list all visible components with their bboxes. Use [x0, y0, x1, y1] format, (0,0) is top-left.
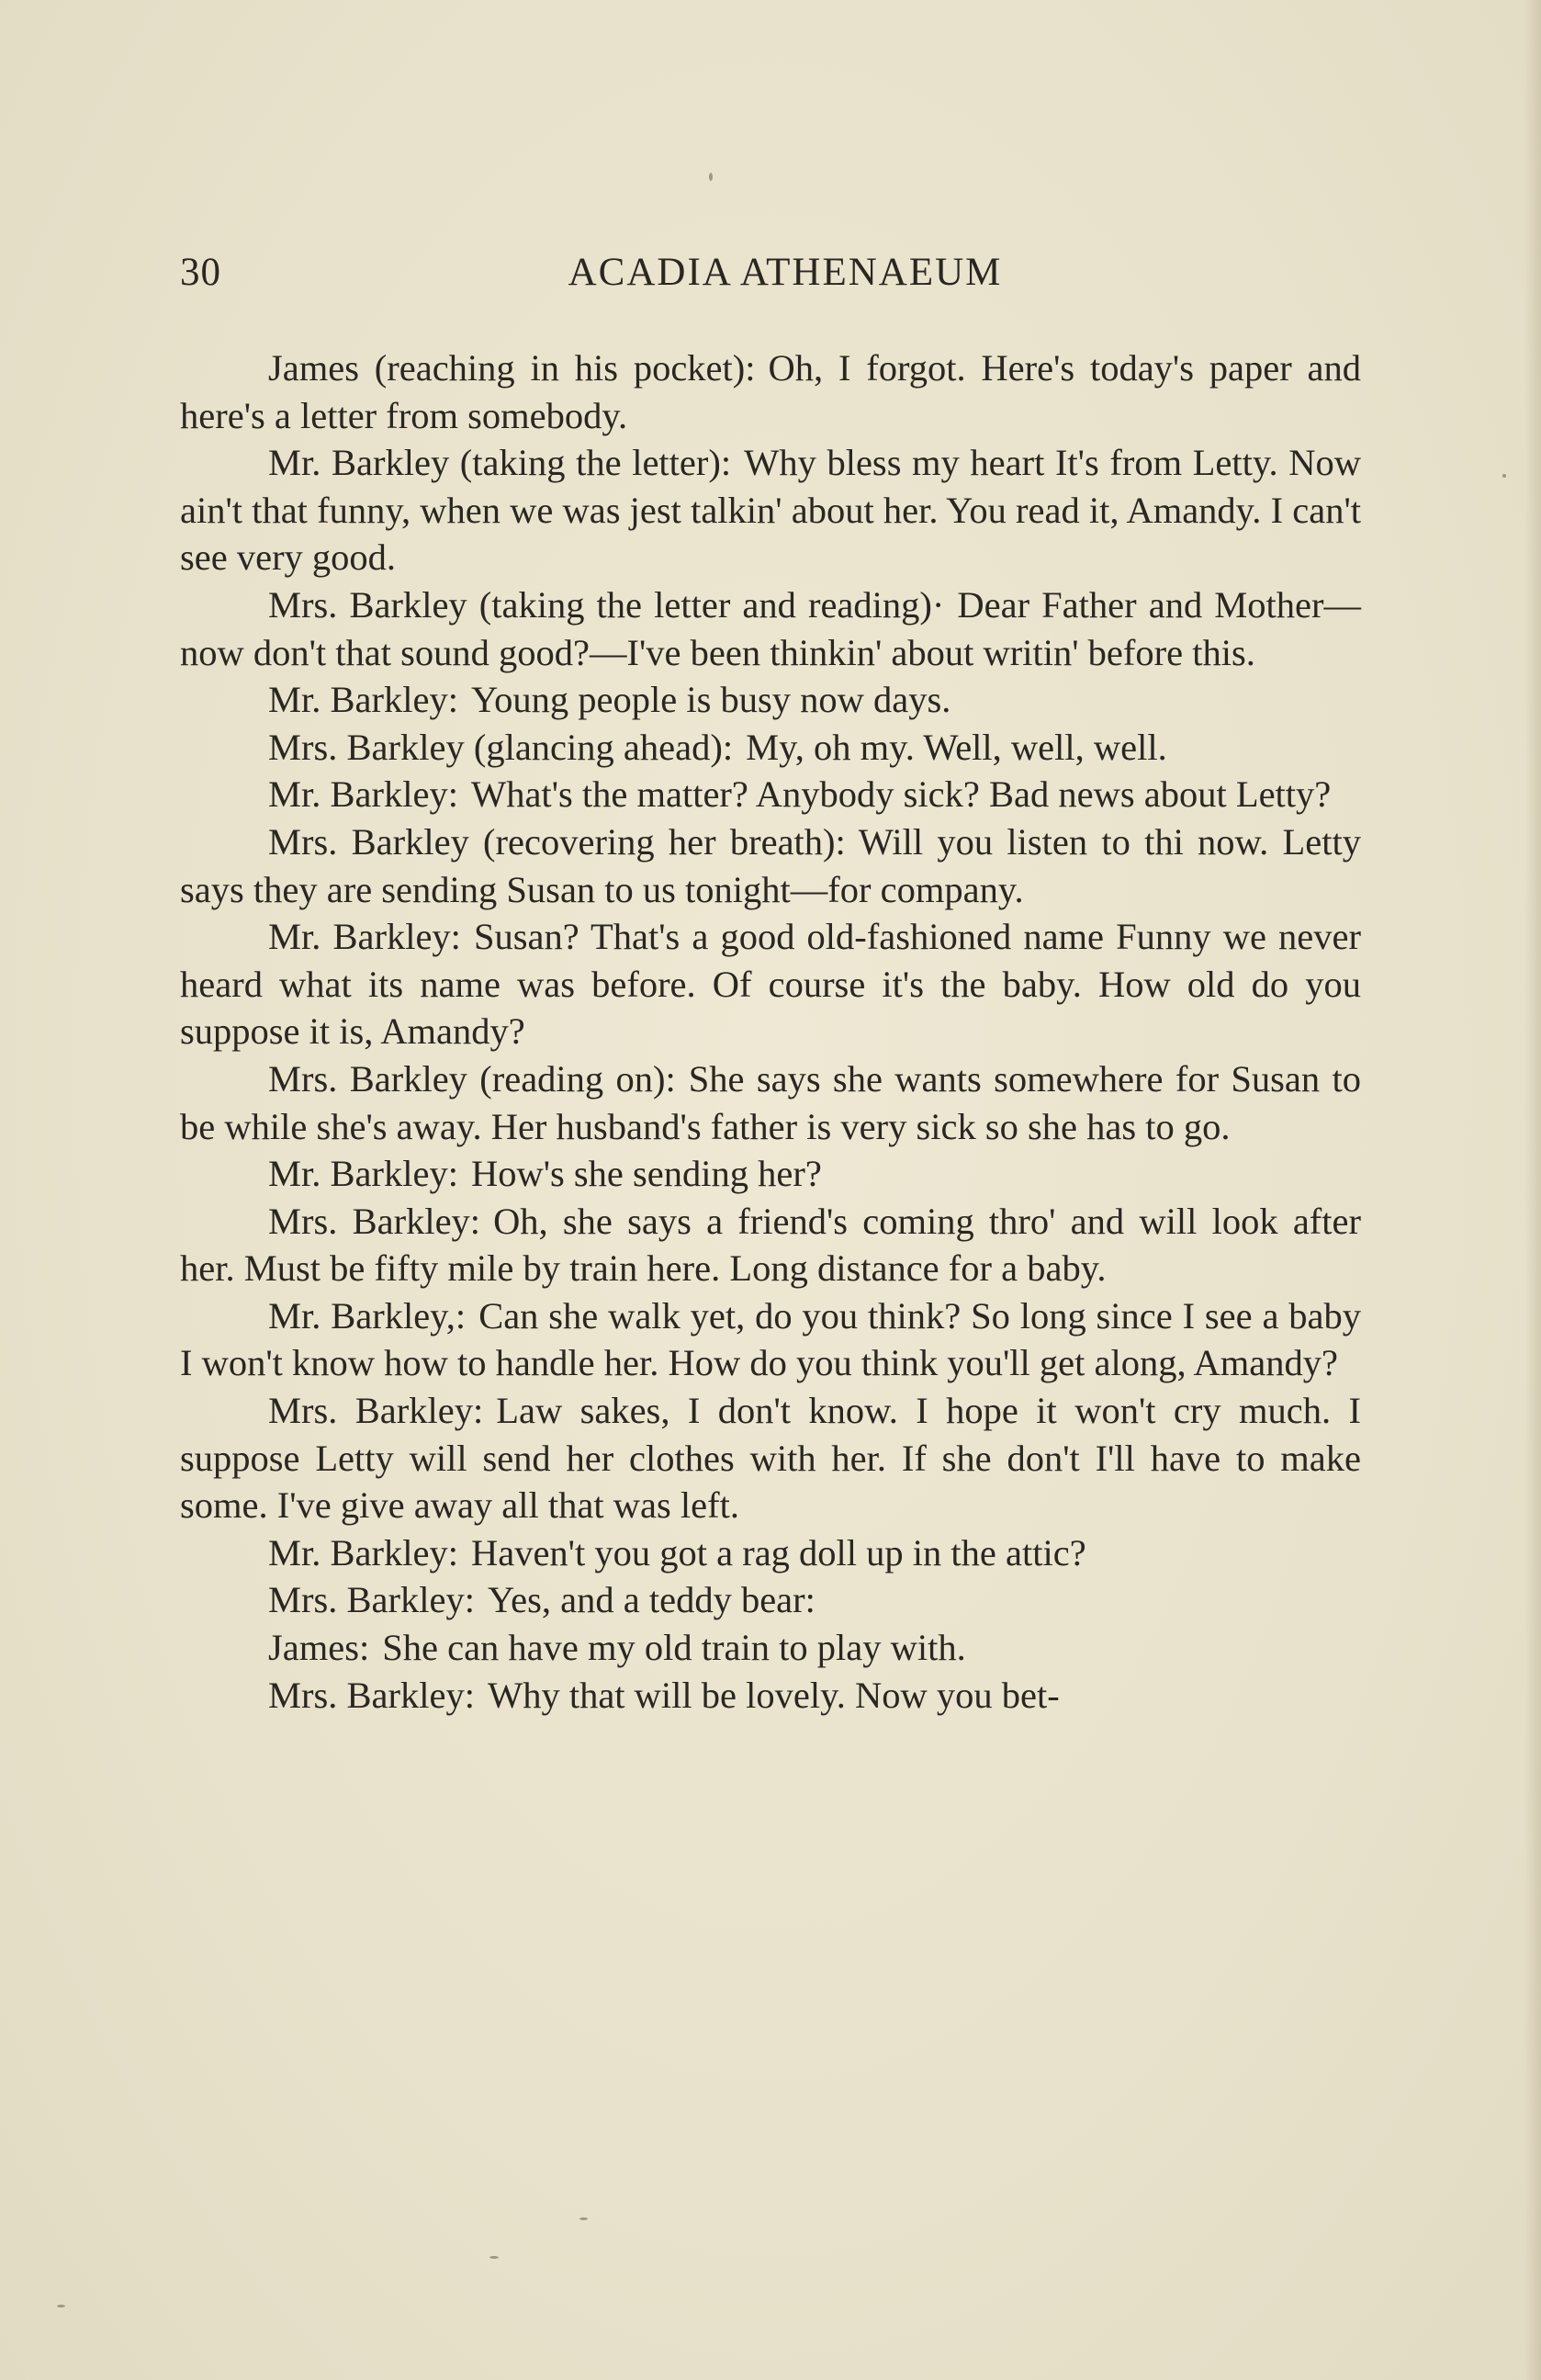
dialogue-paragraph [180, 818, 1361, 913]
dialogue-text: What's the matter? Anybody sick? Bad news about Letty? [470, 773, 1332, 816]
speaker-label: Mrs. Barkley: [268, 1390, 484, 1432]
speaker-label: Mrs. Barkley (glancing ahead): [268, 726, 734, 768]
dialogue-paragraph [180, 439, 1361, 581]
dialogue-text: Why that will be lovely. Now you bet- [487, 1674, 1060, 1716]
dialogue-text: Can she walk yet, do you think? So long since I see a baby I won't know how to handle her. How do you think you'll get along, Amandy? [180, 1294, 1361, 1384]
dialogue-text: She says she wants somewhere for Susan to be while she's away. Her husband's father is very sick so she has to go. [180, 1057, 1361, 1147]
dialogue-text: Young people is busy now days. [470, 679, 951, 721]
dialogue-paragraph [180, 1055, 1361, 1150]
speaker-label: Mr. Barkley: [268, 773, 458, 816]
dialogue-paragraph [180, 344, 1361, 439]
dialogue-text: Yes, and a teddy bear: [487, 1579, 815, 1621]
dialogue-paragraph [180, 724, 1361, 772]
dialogue-text: Oh, I forgot. Here's today's paper and here's a letter from somebody. [180, 347, 1361, 436]
speaker-label: Mr. Barkley,: [268, 1294, 467, 1337]
scan-speck [57, 2305, 65, 2307]
scan-speck [489, 2256, 499, 2259]
dialogue-paragraph [180, 913, 1361, 1055]
speaker-label: Mr. Barkley (taking the letter): [268, 442, 732, 484]
dialogue-paragraph [180, 1198, 1361, 1292]
dialogue-paragraph [180, 1576, 1361, 1624]
dialogue-text: Will you listen to thi now. Letty says they are sending Susan to us tonight—for company. [180, 820, 1361, 910]
speaker-label: Mrs. Barkley: [268, 1579, 475, 1621]
dialogue-text: Dear Father and Mother—now don't that sound good?—I've been thinkin' about writin' before this. [180, 583, 1361, 673]
speaker-label: Mrs. Barkley (recovering her breath): [268, 820, 846, 863]
dialogue-paragraph [180, 581, 1361, 676]
speaker-label: Mr. Barkley: [268, 1153, 458, 1195]
dialogue-paragraph [180, 1672, 1361, 1720]
scan-speck [709, 173, 713, 181]
speaker-label: Mrs. Barkley (taking the letter and reading)· [268, 583, 945, 626]
page-number: 30 [180, 251, 221, 294]
dialogue-paragraph [180, 771, 1361, 818]
dialogue-paragraph [180, 1529, 1361, 1577]
dialogue-text: My, oh my. Well, well, well. [746, 726, 1167, 768]
speaker-label: James (reaching in his pocket): [268, 347, 756, 389]
speaker-label: Mr. Barkley: [268, 679, 458, 721]
speaker-label: Mr. Barkley: [268, 1531, 458, 1574]
dialogue-text: She can have my old train to play with. [382, 1627, 966, 1669]
dialogue-text: Oh, she says a friend's coming thro' and will look after her. Must be fifty mile by train here. Long distance for a baby. [180, 1200, 1361, 1290]
speaker-label: Mr. Barkley: [268, 916, 461, 958]
dialogue-paragraph [180, 1292, 1361, 1387]
speaker-label: Mrs. Barkley (reading on): [268, 1057, 676, 1100]
body-text [180, 344, 1361, 1719]
dialogue-paragraph [180, 1624, 1361, 1672]
dialogue-paragraph [180, 1150, 1361, 1198]
dialogue-text: Haven't you got a rag doll up in the attic? [470, 1531, 1086, 1574]
dialogue-text: Law sakes, I don't know. I hope it won't cry much. I suppose Letty will send her clothes with her. If she don't I'll have to make some. I've give away all that was left. [180, 1390, 1361, 1527]
dialogue-text: How's she sending her? [470, 1153, 822, 1195]
speaker-label: James: [268, 1627, 370, 1669]
scan-speck [1502, 474, 1506, 478]
scan-speck [579, 2217, 588, 2220]
dialogue-paragraph [180, 1387, 1361, 1529]
speaker-label: Mrs. Barkley: [268, 1200, 481, 1242]
running-head: ACADIA ATHENAEUM [568, 251, 1003, 294]
dialogue-text: Susan? That's a good old-fashioned name Funny we never heard what its name was before. Of course it's the baby. How old do you suppose it is, Amandy? [180, 916, 1361, 1053]
speaker-label: Mrs. Barkley: [268, 1674, 475, 1716]
dialogue-paragraph [180, 676, 1361, 724]
page-header [174, 250, 1378, 305]
dialogue-text: Why bless my heart It's from Letty. Now ain't that funny, when we was jest talkin' about her. You read it, Amandy. I can't see very good. [180, 442, 1361, 579]
